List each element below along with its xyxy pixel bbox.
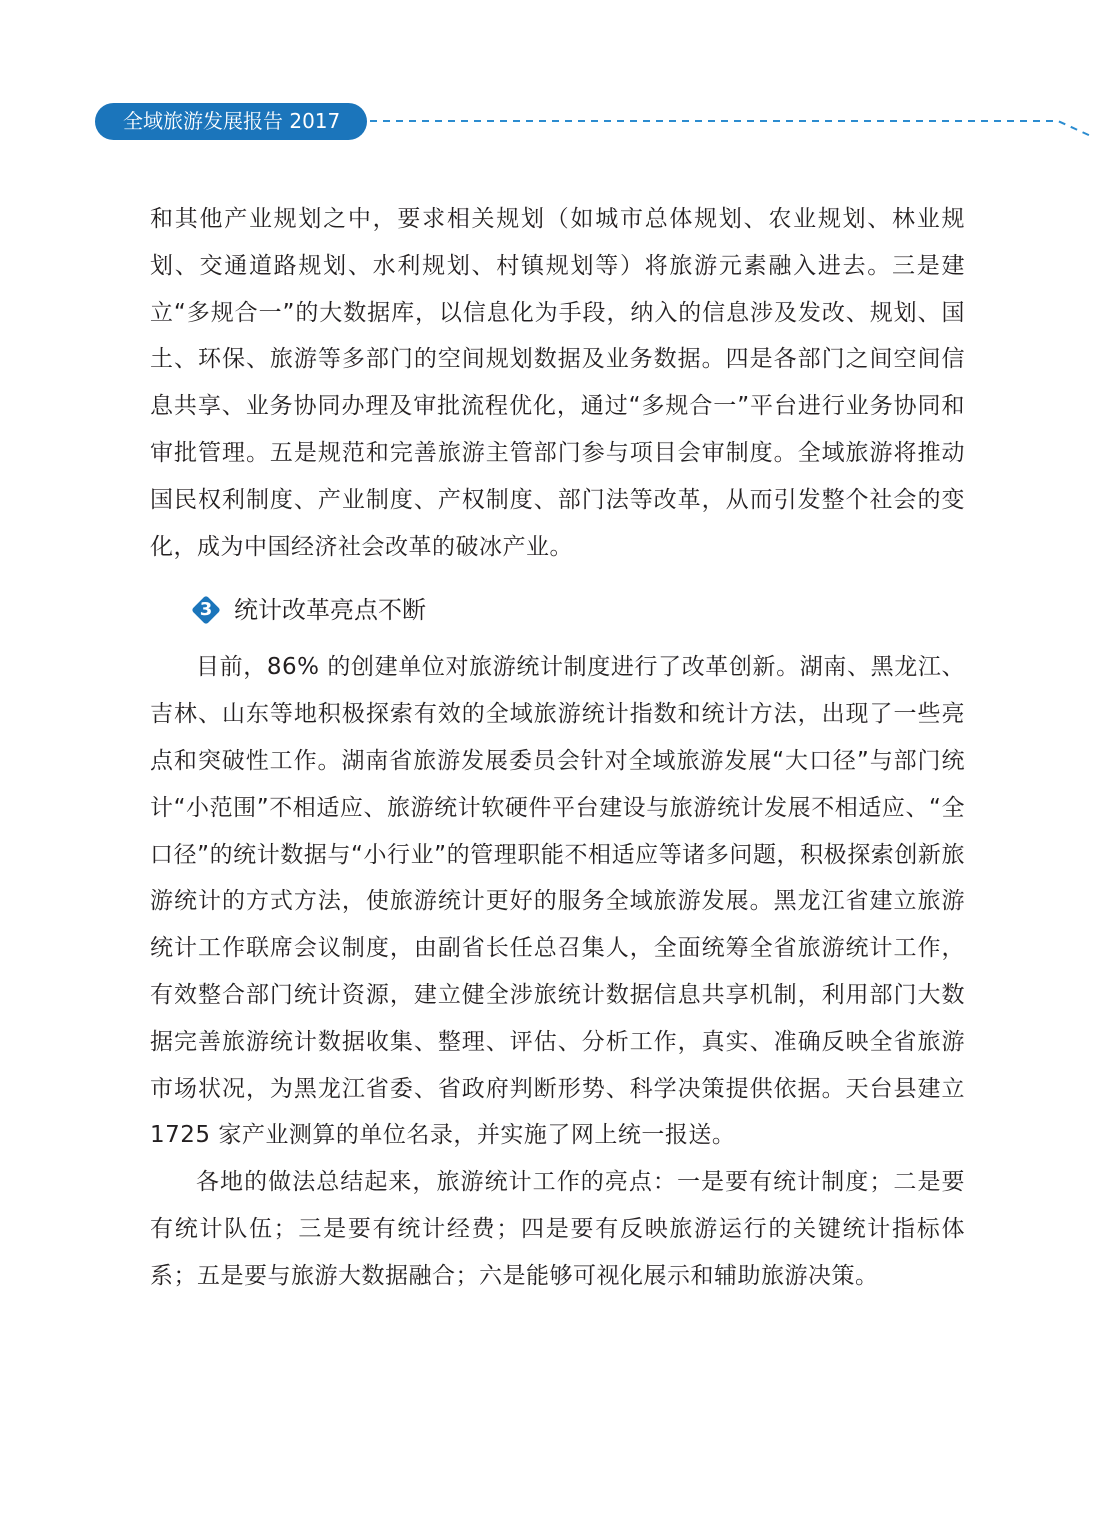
paragraph-3: 各地的做法总结起来，旅游统计工作的亮点：一是要有统计制度；二是要有统计队伍；三是要有统计经费；四是要有反映旅游运行的关键统计指标体系；五是要与旅游大数据融合；六是能够可视化展示和辅助旅游决策。 — [150, 1169, 965, 1289]
header-title: 全域旅游发展报告 2017 — [123, 109, 341, 133]
section-title: 统计改革亮点不断 — [234, 596, 426, 625]
paragraph-2: 目前，86% 的创建单位对旅游统计制度进行了改革创新。湖南、黑龙江、吉林、山东等地积极探索有效的全域旅游统计指数和统计方法，出现了一些亮点和突破性工作。湖南省旅游发展委员会针对全域旅游发展“大口径”与部门统计“小范围”不相适应、旅游统计软硬件平台建设与旅游统计发展不相适应、“全口径”的统计数据与“小行业”的管理职能不相适应等诸多问题，积极探索创新旅游统计的方式方法，使旅游统计更好的服务全域旅游发展。黑龙江省建立旅游统计工作联席会议制度，由副省长任总召集人，全面统筹全省旅游统计工作，有效整合部门统计资源，建立健全涉旅统计数据信息共享机制，利用部门大数据完善旅游统计数据收集、整理、评估、分析工作，真实、准确反映全省旅游市场状况，为黑龙江省委、省政府判断形势、科学决策提供依据。天台县建立 1725 家产业测算的单位名录，并实施了网上统一报送。 — [150, 654, 965, 1149]
section-heading — [190, 590, 965, 630]
paragraph-1: 和其他产业规划之中，要求相关规划（如城市总体规划、农业规划、林业规划、交通道路规划、水利规划、村镇规划等）将旅游元素融入进去。三是建立“多规合一”的大数据库，以信息化为手段，纳入的信息涉及发改、规划、国土、环保、旅游等多部门的空间规划数据及业务数据。四是各部门之间空间信息共享、业务协同办理及审批流程优化，通过“多规合一”平台进行业务协同和审批管理。五是规范和完善旅游主管部门参与项目会审制度。全域旅游将推动国民权利制度、产业制度、产权制度、部门法等改革，从而引发整个社会的变化，成为中国经济社会改革的破冰产业。 — [150, 206, 965, 560]
section-number: 3 — [199, 599, 213, 621]
page-content — [150, 196, 965, 1300]
header-title-pill — [95, 103, 367, 140]
section-number-badge — [190, 594, 222, 626]
